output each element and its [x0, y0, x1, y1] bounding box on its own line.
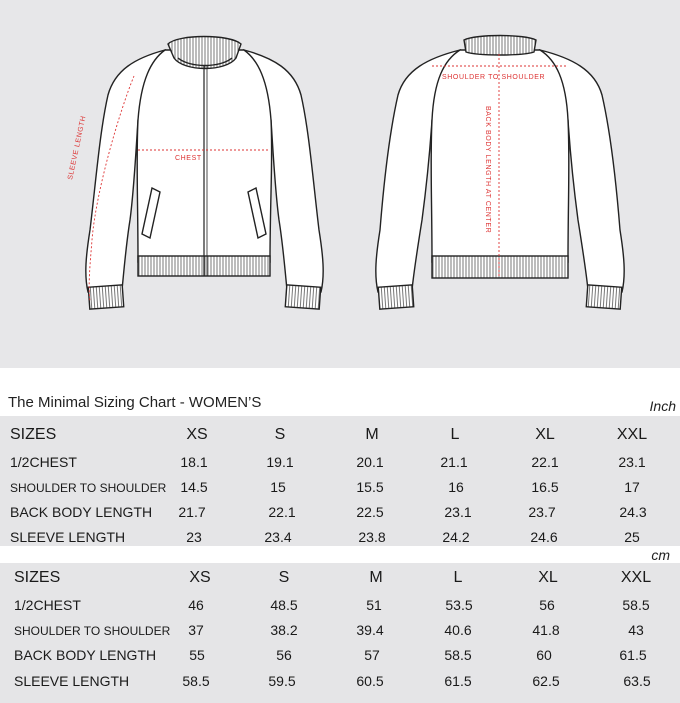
table-cell: 57 — [364, 647, 380, 663]
size-header: XL — [535, 426, 555, 443]
size-header: XL — [538, 569, 558, 586]
row-label: SHOULDER TO SHOULDER — [10, 481, 167, 495]
row-label: SLEEVE LENGTH — [14, 673, 130, 689]
sizes-header: SIZES — [10, 426, 57, 443]
table-cell: 55 — [189, 647, 205, 663]
row-label: SLEEVE LENGTH — [10, 529, 126, 545]
table-cell: 23.8 — [358, 529, 386, 545]
table-row — [0, 529, 680, 551]
table-cell: 61.5 — [444, 673, 472, 689]
size-header: XXL — [616, 426, 648, 443]
front-left-cuff — [88, 285, 123, 309]
table-cell: 23.7 — [528, 504, 556, 520]
table-cell: 23.4 — [264, 529, 292, 545]
size-header: M — [365, 426, 379, 443]
table-cell: 15.5 — [356, 479, 384, 495]
table-cell: 18.1 — [180, 454, 208, 470]
table-cell: 20.1 — [356, 454, 384, 470]
row-label: BACK BODY LENGTH — [10, 504, 153, 520]
inch-unit-label: Inch — [649, 398, 676, 414]
table-cell: 25 — [624, 529, 640, 545]
table-row — [0, 647, 680, 669]
table-header-row — [0, 426, 680, 448]
table-cell: 48.5 — [270, 597, 298, 613]
table-cell: 37 — [188, 622, 204, 638]
back-collar — [464, 36, 536, 56]
table-cell: 19.1 — [266, 454, 294, 470]
table-cell: 21.1 — [440, 454, 468, 470]
table-header-row — [0, 569, 680, 591]
table-cell: 14.5 — [180, 479, 208, 495]
table-cell: 16 — [448, 479, 464, 495]
table-row — [0, 597, 680, 619]
row-label: 1/2CHEST — [10, 454, 77, 470]
table-cell: 63.5 — [623, 673, 651, 689]
size-header: M — [369, 569, 383, 586]
table-cell: 58.5 — [622, 597, 650, 613]
table-cell: 24.3 — [619, 504, 647, 520]
table-cell: 38.2 — [270, 622, 298, 638]
size-header: S — [278, 569, 290, 586]
chart-title: The Minimal Sizing Chart - WOMEN’S — [8, 394, 262, 411]
back-body — [431, 50, 569, 262]
table-cell: 24.6 — [530, 529, 558, 545]
table-row — [0, 622, 680, 644]
table-cell: 53.5 — [445, 597, 473, 613]
table-row — [0, 454, 680, 476]
size-header: L — [453, 569, 463, 586]
size-header: XS — [189, 569, 211, 586]
table-row — [0, 504, 680, 526]
cm-size-table — [0, 563, 680, 703]
table-cell: 23.1 — [444, 504, 472, 520]
table-cell: 51 — [366, 597, 382, 613]
back-left-cuff — [378, 285, 413, 309]
table-cell: 56 — [276, 647, 292, 663]
table-cell: 61.5 — [619, 647, 647, 663]
table-cell: 58.5 — [444, 647, 472, 663]
size-header: XS — [186, 426, 208, 443]
back-right-cuff — [586, 285, 621, 309]
cm-unit-label: cm — [651, 547, 670, 563]
size-header: XXL — [620, 569, 652, 586]
table-row — [0, 479, 680, 501]
table-row — [0, 673, 680, 695]
row-label: BACK BODY LENGTH — [14, 647, 157, 663]
table-cell: 22.1 — [268, 504, 296, 520]
sleeve-label: SLEEVE LENGTH — [67, 114, 88, 181]
table-cell: 56 — [539, 597, 555, 613]
table-cell: 16.5 — [531, 479, 559, 495]
table-cell: 17 — [624, 479, 640, 495]
front-right-cuff — [285, 285, 320, 309]
table-cell: 40.6 — [444, 622, 472, 638]
table-cell: 22.1 — [531, 454, 559, 470]
table-cell: 41.8 — [532, 622, 560, 638]
front-jacket — [86, 37, 323, 310]
row-label: SHOULDER TO SHOULDER — [14, 624, 171, 638]
table-cell: 59.5 — [268, 673, 296, 689]
table-cell: 23.1 — [618, 454, 646, 470]
size-header: S — [274, 426, 286, 443]
table-cell: 60.5 — [356, 673, 384, 689]
table-cell: 24.2 — [442, 529, 470, 545]
shoulder-label: SHOULDER TO SHOULDER — [442, 74, 546, 81]
table-cell: 23 — [186, 529, 202, 545]
back-waistband — [432, 256, 568, 278]
table-cell: 46 — [188, 597, 204, 613]
table-cell: 60 — [536, 647, 552, 663]
inch-size-table — [0, 416, 680, 546]
row-label: 1/2CHEST — [14, 597, 81, 613]
sizes-header: SIZES — [14, 569, 61, 586]
size-header: L — [450, 426, 460, 443]
table-cell: 62.5 — [532, 673, 560, 689]
table-cell: 58.5 — [182, 673, 210, 689]
chest-label: CHEST — [175, 155, 202, 162]
table-cell: 43 — [628, 622, 644, 638]
table-cell: 22.5 — [356, 504, 384, 520]
table-cell: 15 — [270, 479, 286, 495]
table-cell: 21.7 — [178, 504, 206, 520]
back-length-label: BACK BODY LENGTH AT CENTER — [484, 106, 491, 234]
table-cell: 39.4 — [356, 622, 384, 638]
